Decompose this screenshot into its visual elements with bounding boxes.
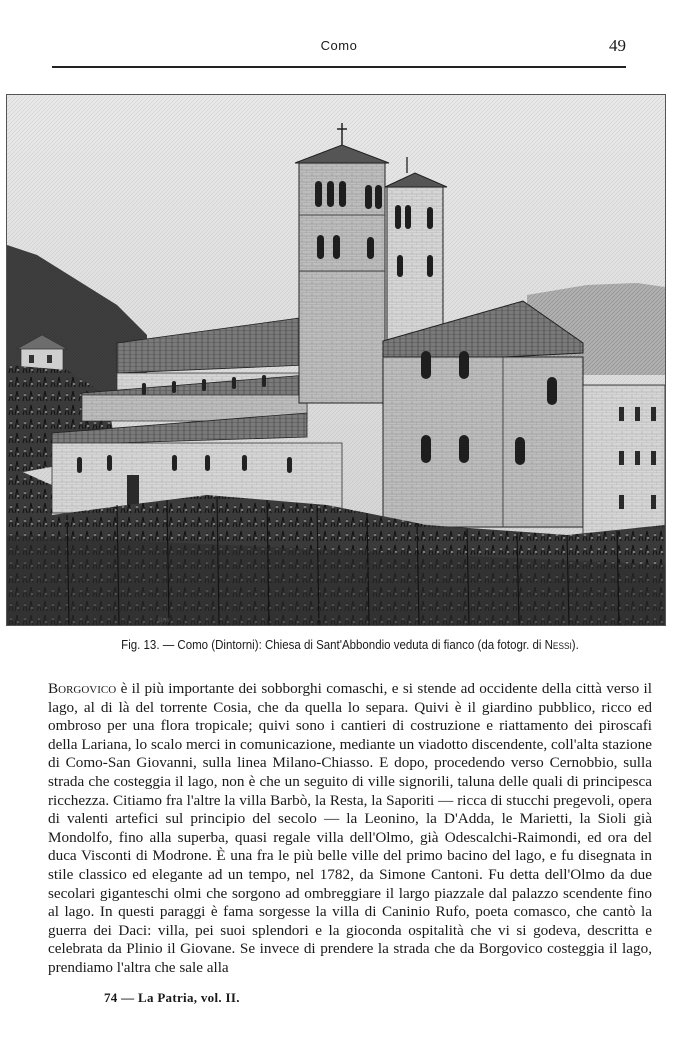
paragraph-text: è il più importante dei sobborghi comaschi, e si stende ad occidente della città verso il lago, al di là del torrente Cosia, che da quella lo separa. Quivi è il giardino pubblico, ricco ed ombroso per una flora tropicale; quivi sono i cantieri di costruzione e riattamento dei piroscafi della Lariana, lo scalo merci in comunicazione, mediante un viadotto discendente, coll'alta stazione di Como-San Giovanni, sulla linea Milano-Chiasso. E dopo, procedendo verso Cernobbio, sulla strada che costeggia il lago, non è che un seguito di ville signorili, taluna delle quali di principesca ricchezza. Citiamo fra l'altre la villa Barbò, la Resta, la Saporiti — ricca di stucchi pregevoli, opera di valenti artefici sul principio del secolo — la Leonino, la D'Adda, le Marietti, la Sioli già Mondolfo, fino alla superba, quasi regale villa dell'Olmo, già Odescalchi-Raimondi, ed ora del duca Visconti di Modrone. È una fra le più belle ville del primo bacino del lago, e fu disegnata in stile classico ed elegante ad un tempo, nel 1782, da Simone Cantoni. Fu detta dell'Olmo da due secolari giganteschi olmi che sorgono ad ombreggiare il largo piazzale dal palazzo scendente fino al lago. In questi paraggi è fama sorgesse la villa di Caninio Rufo, poeta comasco, che cantò la guerra dei Daci: villa, pei suoi splendori e la gioconda ospitalità che vi si godeva, descritta e celebrata da Plinio il Giovane. Se invece di prendere la strada che da Borgovico costeggia il lago, prendiamo l'altra che sale alla: [48, 680, 652, 976]
church-engraving: [6, 94, 666, 626]
caption-photographer: Nessi: [544, 638, 572, 652]
paragraph-lead: Borgovico: [48, 680, 117, 697]
signature-suffix: vol. II.: [197, 990, 240, 1005]
page-number: 49: [609, 36, 626, 55]
figure-caption: [28, 638, 672, 652]
engraving-illustration: [7, 95, 665, 625]
body-paragraph: [48, 680, 652, 978]
page-header: [52, 36, 626, 68]
signature-prefix: 74 —: [104, 990, 138, 1005]
printer-signature: [104, 990, 240, 1006]
caption-prefix: Fig. 13. — Como (Dintorni): Chiesa di Sant'Abbondio veduta di fianco (da fotogr. di: [121, 638, 545, 652]
running-title: Como: [320, 38, 358, 53]
caption-suffix: ).: [571, 638, 579, 652]
engraver-mark: Strer: [157, 616, 171, 624]
signature-brand: La Patria,: [138, 990, 198, 1005]
